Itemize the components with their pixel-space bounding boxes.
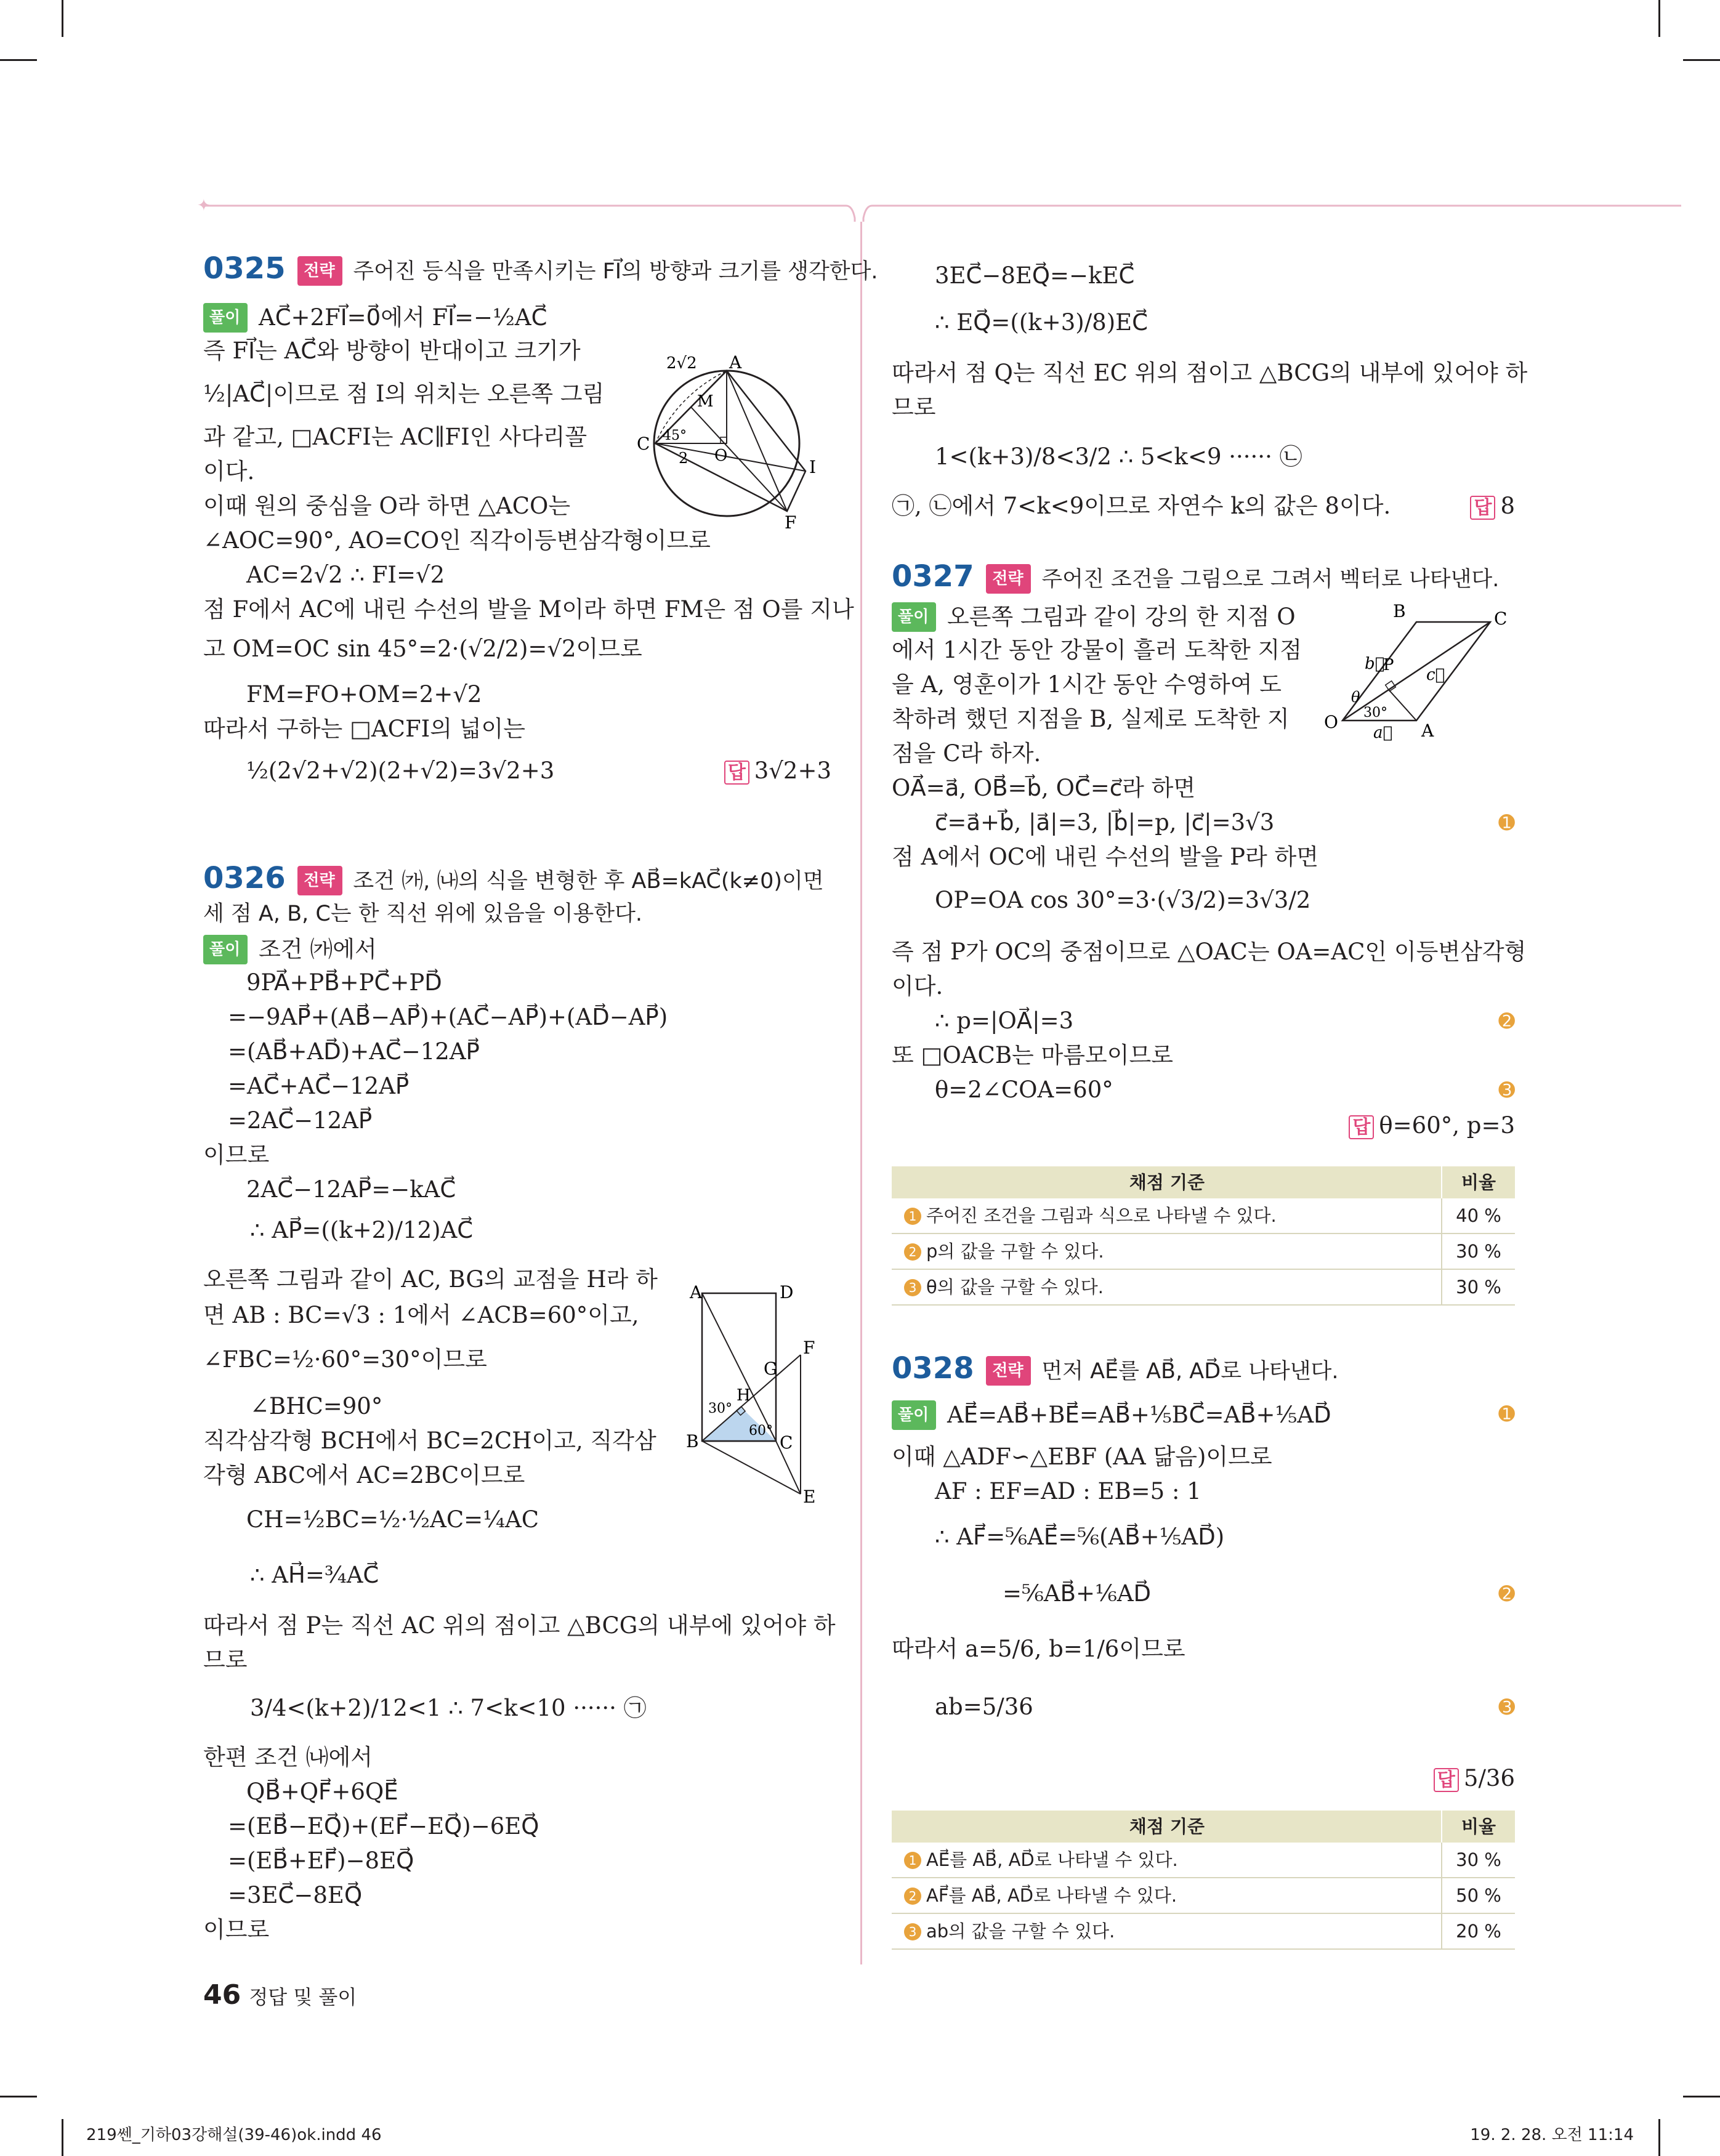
rubric-text: AE⃗를 AB⃗, AD⃗로 나타낼 수 있다.	[926, 1849, 1178, 1870]
text-line: 이다.	[892, 973, 943, 999]
math-line: 9PA⃗+PB⃗+PC⃗+PD⃗	[246, 969, 442, 996]
strategy-tag: 전략	[297, 866, 342, 895]
column-divider	[860, 222, 862, 1964]
problem-0328-header	[892, 1351, 1339, 1386]
figure-label: O	[714, 446, 728, 465]
figure-label: 30°	[1363, 705, 1387, 721]
figure-label: A	[729, 352, 742, 373]
figure-0326-rectangle	[671, 1281, 831, 1527]
rubric-number: 2	[904, 1888, 921, 1905]
answer-value: 3√2+3	[754, 757, 831, 784]
rubric-text: θ의 값을 구할 수 있다.	[926, 1277, 1104, 1298]
rubric-row	[892, 1914, 1515, 1950]
rubric-number: 1	[904, 1208, 921, 1225]
rubric-ratio: 50 %	[1441, 1878, 1515, 1913]
text-line: 이다.	[203, 458, 255, 485]
crop-mark	[62, 2119, 63, 2156]
text-line: AC=2√2 ∴ FI=√2	[246, 562, 445, 588]
footer-label: 정답 및 풀이	[249, 1985, 357, 2009]
page-number: 46	[203, 1979, 241, 2011]
figure-label: M	[697, 392, 714, 411]
rubric-ratio: 30 %	[1441, 1270, 1515, 1304]
text-line: FM=FO+OM=2+√2	[246, 681, 482, 708]
figure-0327-rhombus	[1312, 601, 1515, 742]
rubric-row	[892, 1843, 1515, 1878]
strategy-text: 조건 ㈎, ㈏의 식을 변형한 후 AB⃗=kAC⃗(k≠0)이면	[353, 869, 824, 894]
text-line: 이때 원의 중심을 O라 하면 △ACO는	[203, 493, 571, 519]
strategy-text: 주어진 조건을 그림으로 그려서 벡터로 나타낸다.	[1041, 567, 1500, 592]
math-line: =AC⃗+AC⃗−12AP⃗	[228, 1073, 410, 1099]
answer-value: θ=60°, p=3	[1379, 1112, 1515, 1139]
problem-0327-header	[892, 559, 1500, 594]
figure-label: F	[785, 512, 797, 533]
strategy-text: 먼저 AE⃗를 AB⃗, AD⃗로 나타낸다.	[1041, 1359, 1339, 1384]
text-line: 에서 1시간 동안 강물이 흘러 도착한 지점	[892, 637, 1302, 663]
figure-label: 45°	[663, 428, 687, 443]
text-line: 므로	[892, 394, 936, 421]
marker-2: ➋	[1498, 1009, 1515, 1033]
math-line: CH=½BC=½·½AC=¼AC	[246, 1506, 539, 1533]
rubric-text: AF⃗를 AB⃗, AD⃗로 나타낼 수 있다.	[926, 1885, 1177, 1906]
rubric-number: 1	[904, 1852, 921, 1869]
answer-value: 5/36	[1463, 1765, 1515, 1791]
figure-label: 30°	[708, 1401, 732, 1416]
rubric-header-ratio: 비율	[1441, 1811, 1515, 1843]
math-line	[1003, 1580, 1515, 1607]
figure-label: b⃗	[1365, 655, 1385, 673]
rubric-table-0328	[892, 1811, 1515, 1947]
math-line	[935, 1076, 1515, 1104]
text-line: 점을 C라 하자.	[892, 740, 1041, 767]
marker-2: ➋	[1498, 1582, 1515, 1605]
text-line: ∠FBC=½·60°=30°이므로	[203, 1346, 487, 1373]
text-line: 직각삼각형 BCH에서 BC=2CH이고, 직각삼	[203, 1427, 656, 1454]
math-line: =(EB⃗+EF⃗)−8EQ⃗	[228, 1847, 414, 1874]
marker-1: ➊	[1498, 811, 1515, 834]
figure-label: 2	[679, 450, 688, 467]
problem-number: 0328	[892, 1351, 974, 1386]
math-text: ∴ p=|OA⃗|=3	[935, 1007, 1074, 1034]
math-line: 따라서 a=5/6, b=1/6이므로	[892, 1636, 1185, 1662]
text-line: ½(2√2+√2)(2+√2)=3√2+3	[246, 757, 555, 784]
text-line: ∠AOC=90°, AO=CO인 직각이등변삼각형이므로	[203, 527, 711, 554]
figure-label: A	[690, 1282, 703, 1302]
solution-tag: 풀이	[892, 1400, 936, 1430]
math-line: 3EC⃗−8EQ⃗=−kEC⃗	[935, 262, 1135, 289]
math-line: =3EC⃗−8EQ⃗	[228, 1882, 363, 1908]
solution-tag: 풀이	[892, 602, 936, 632]
math-line: =(EB⃗−EQ⃗)+(EF⃗−EQ⃗)−6EQ⃗	[228, 1813, 539, 1839]
header-rule	[197, 197, 1687, 228]
math-line: =(AB⃗+AD⃗)+AC⃗−12AP⃗	[228, 1038, 480, 1065]
figure-label: G	[764, 1359, 778, 1379]
math-line: OP=OA cos 30°=3·(√3/2)=3√3/2	[935, 887, 1311, 913]
strategy-tag: 전략	[297, 256, 342, 286]
text-line: 즉 점 P가 OC의 중점이므로 △OAC는 OA=AC인 이등변삼각형	[892, 939, 1527, 965]
figure-label: c⃗	[1426, 666, 1445, 684]
figure-label: E	[803, 1487, 816, 1507]
solution-line	[892, 602, 1296, 632]
math-line: 3/4<(k+2)/12<1 ∴ 7<k<10 ······ ㉠	[250, 1695, 647, 1721]
crop-mark	[1658, 2119, 1660, 2156]
math-line: 1<(k+3)/8<3/2 ∴ 5<k<9 ······ ㉡	[935, 443, 1302, 470]
math-line: ∴ AP⃗=((k+2)/12)AC⃗	[250, 1217, 474, 1243]
math-line: =2AC⃗−12AP⃗	[228, 1107, 373, 1134]
text-line: 따라서 점 P는 직선 AC 위의 점이고 △BCG의 내부에 있어야 하	[203, 1612, 836, 1639]
rubric-row	[892, 1878, 1515, 1914]
rubric-text: ab의 값을 구할 수 있다.	[926, 1921, 1115, 1942]
rubric-row	[892, 1270, 1515, 1306]
crop-mark	[1683, 59, 1720, 61]
crop-mark	[1658, 0, 1660, 37]
crop-mark	[0, 2096, 37, 2097]
text-line: 점 F에서 AC에 내린 수선의 발을 M이라 하면 FM은 점 O를 지나	[203, 596, 854, 623]
marker-3: ➌	[1498, 1695, 1515, 1719]
math-line: AC⃗+2FI⃗=0⃗에서 FI⃗=−½AC⃗	[259, 304, 547, 331]
answer-line	[724, 757, 831, 786]
rubric-number: 2	[904, 1243, 921, 1261]
crop-mark	[0, 59, 37, 61]
figure-label: C	[637, 434, 650, 454]
strategy-text: 주어진 등식을 만족시키는 FI⃗의 방향과 크기를 생각한다.	[353, 259, 878, 284]
answer-line	[1349, 1112, 1515, 1141]
page-footer	[203, 1979, 357, 2011]
solution-line	[203, 303, 547, 333]
rubric-text: p의 값을 구할 수 있다.	[926, 1241, 1104, 1262]
rubric-header	[892, 1166, 1515, 1198]
text-line: 과 같고, □ACFI는 AC∥FI인 사다리꼴	[203, 424, 587, 450]
text-line: 오른쪽 그림과 같이 AC, BG의 교점을 H라 하	[203, 1266, 658, 1293]
problem-number: 0327	[892, 559, 974, 594]
math-text: c⃗=a⃗+b⃗, |a⃗|=3, |b⃗|=p, |c⃗|=3√3	[935, 809, 1275, 836]
text-line: 이므로	[203, 1916, 270, 1943]
math-line: ∴ AH⃗=¾AC⃗	[250, 1562, 379, 1588]
text-line: 따라서 점 Q는 직선 EC 위의 점이고 △BCG의 내부에 있어야 하	[892, 360, 1528, 386]
figure-label: H	[737, 1386, 751, 1405]
answer-line	[1434, 1765, 1515, 1794]
figure-label: F	[803, 1338, 815, 1358]
strategy-tag: 전략	[986, 564, 1030, 594]
text-line: 조건 ㈎에서	[259, 936, 377, 963]
text-line: 이므로	[203, 1142, 270, 1168]
figure-label: C	[780, 1432, 793, 1453]
text-line: 즉 FI⃗는 AC⃗와 방향이 반대이고 크기가	[203, 337, 581, 364]
text-line: 각형 ABC에서 AC=2BC이므로	[203, 1462, 525, 1488]
text-line: 면 AB : BC=√3 : 1에서 ∠ACB=60°이고,	[203, 1302, 639, 1328]
math-line: ∴ AF⃗=⅚AE⃗=⅚(AB⃗+⅕AD⃗)	[935, 1524, 1225, 1550]
figure-0325-circle	[637, 351, 826, 533]
text-line: 점 A에서 OC에 내린 수선의 발을 P라 하면	[892, 844, 1318, 870]
figure-label: O	[1324, 712, 1338, 732]
answer-line	[1470, 493, 1515, 522]
answer-tag: 답	[1434, 1768, 1459, 1792]
math-line: AF : EF=AD : EB=5 : 1	[935, 1478, 1201, 1504]
text-line: ㉠, ㉡에서 7<k<9이므로 자연수 k의 값은 8이다.	[892, 493, 1391, 519]
figure-label: A	[1421, 721, 1434, 741]
solution-line	[203, 935, 377, 964]
math-line: OA⃗=a⃗, OB⃗=b⃗, OC⃗=c⃗라 하면	[892, 775, 1196, 801]
text-line: 므로	[203, 1647, 248, 1673]
answer-tag: 답	[1349, 1115, 1374, 1139]
text-line: 착하려 했던 지점을 B, 실제로 도착한 지	[892, 706, 1290, 732]
math-text: θ=2∠COA=60°	[935, 1076, 1113, 1103]
figure-label: C	[1494, 608, 1508, 629]
text-line: 또 □OACB는 마름모이므로	[892, 1042, 1173, 1068]
rubric-header-criteria: 채점 기준	[1129, 1816, 1205, 1837]
figure-label: I	[809, 457, 817, 477]
text-line: ∠BHC=90°	[250, 1393, 383, 1419]
answer-value: 8	[1500, 493, 1515, 519]
text-line: 고 OM=OC sin 45°=2·(√2/2)=√2이므로	[203, 636, 642, 662]
math-line: =−9AP⃗+(AB⃗−AP⃗)+(AC⃗−AP⃗)+(AD⃗−AP⃗)	[228, 1004, 668, 1030]
figure-label: B	[1393, 601, 1406, 621]
text-line: 오른쪽 그림과 같이 강의 한 지점 O	[947, 604, 1296, 630]
rubric-row	[892, 1234, 1515, 1270]
figure-label: 60°	[749, 1423, 773, 1439]
text-line: ½|AC⃗|이므로 점 I의 위치는 오른쪽 그림	[203, 381, 605, 407]
rubric-ratio: 40 %	[1441, 1198, 1515, 1233]
rubric-ratio: 20 %	[1441, 1914, 1515, 1948]
strategy-text: 세 점 A, B, C는 한 직선 위에 있음을 이용한다.	[203, 902, 643, 926]
math-line: ∴ EQ⃗=((k+3)/8)EC⃗	[935, 309, 1148, 336]
math-text: AE⃗=AB⃗+BE⃗=AB⃗+⅕BC⃗=AB⃗+⅕AD⃗	[947, 1402, 1331, 1428]
solution-tag: 풀이	[203, 935, 248, 964]
math-line	[935, 1007, 1515, 1035]
answer-tag: 답	[1470, 496, 1495, 520]
solution-line	[892, 1400, 1515, 1430]
solution-tag: 풀이	[203, 303, 248, 333]
slug-stamp: 19. 2. 28. 오전 11:14	[1470, 2126, 1634, 2144]
problem-number: 0326	[203, 861, 286, 895]
rubric-header	[892, 1811, 1515, 1843]
figure-label: B	[686, 1431, 699, 1451]
text-line: 한편 조건 ㈏에서	[203, 1744, 373, 1770]
rubric-table-0327	[892, 1166, 1515, 1303]
figure-label: D	[780, 1282, 794, 1302]
text-line: 을 A, 영훈이가 1시간 동안 수영하여 도	[892, 671, 1282, 698]
problem-0325-header	[203, 251, 878, 286]
slug-file: 219쎈_기하03강해설(39-46)ok.indd 46	[86, 2126, 382, 2144]
rubric-header-criteria: 채점 기준	[1129, 1172, 1205, 1193]
figure-label: a⃗	[1373, 724, 1393, 742]
text-line: 이때 △ADF∽△EBF (AA 닮음)이므로	[892, 1443, 1272, 1470]
math-text: ab=5/36	[935, 1694, 1033, 1720]
rubric-number: 3	[904, 1923, 921, 1940]
math-line: QB⃗+QF⃗+6QE⃗	[246, 1778, 398, 1805]
crop-mark	[62, 0, 63, 37]
marker-3: ➌	[1498, 1078, 1515, 1102]
rubric-number: 3	[904, 1279, 921, 1296]
math-text: =⅚AB⃗+⅙AD⃗	[1003, 1580, 1152, 1607]
rubric-text: 주어진 조건을 그림과 식으로 나타낼 수 있다.	[926, 1205, 1277, 1226]
strategy-tag: 전략	[986, 1356, 1030, 1386]
answer-tag: 답	[724, 761, 749, 785]
crop-mark	[1683, 2096, 1720, 2097]
figure-label: θ	[1351, 688, 1360, 706]
math-line	[935, 1694, 1515, 1721]
text-line: 따라서 구하는 □ACFI의 넓이는	[203, 716, 525, 742]
figure-label: P	[1383, 656, 1394, 674]
problem-number: 0325	[203, 251, 286, 286]
problem-0326-header	[203, 861, 824, 895]
figure-label: 2√2	[666, 354, 697, 373]
rubric-ratio: 30 %	[1441, 1843, 1515, 1877]
math-line	[935, 809, 1515, 836]
rubric-ratio: 30 %	[1441, 1234, 1515, 1269]
svg-text:✦: ✦	[197, 196, 211, 215]
rubric-row	[892, 1198, 1515, 1234]
rubric-header-ratio: 비율	[1441, 1166, 1515, 1198]
marker-1: ➊	[1498, 1402, 1515, 1426]
math-line: 2AC⃗−12AP⃗=−kAC⃗	[246, 1176, 456, 1203]
